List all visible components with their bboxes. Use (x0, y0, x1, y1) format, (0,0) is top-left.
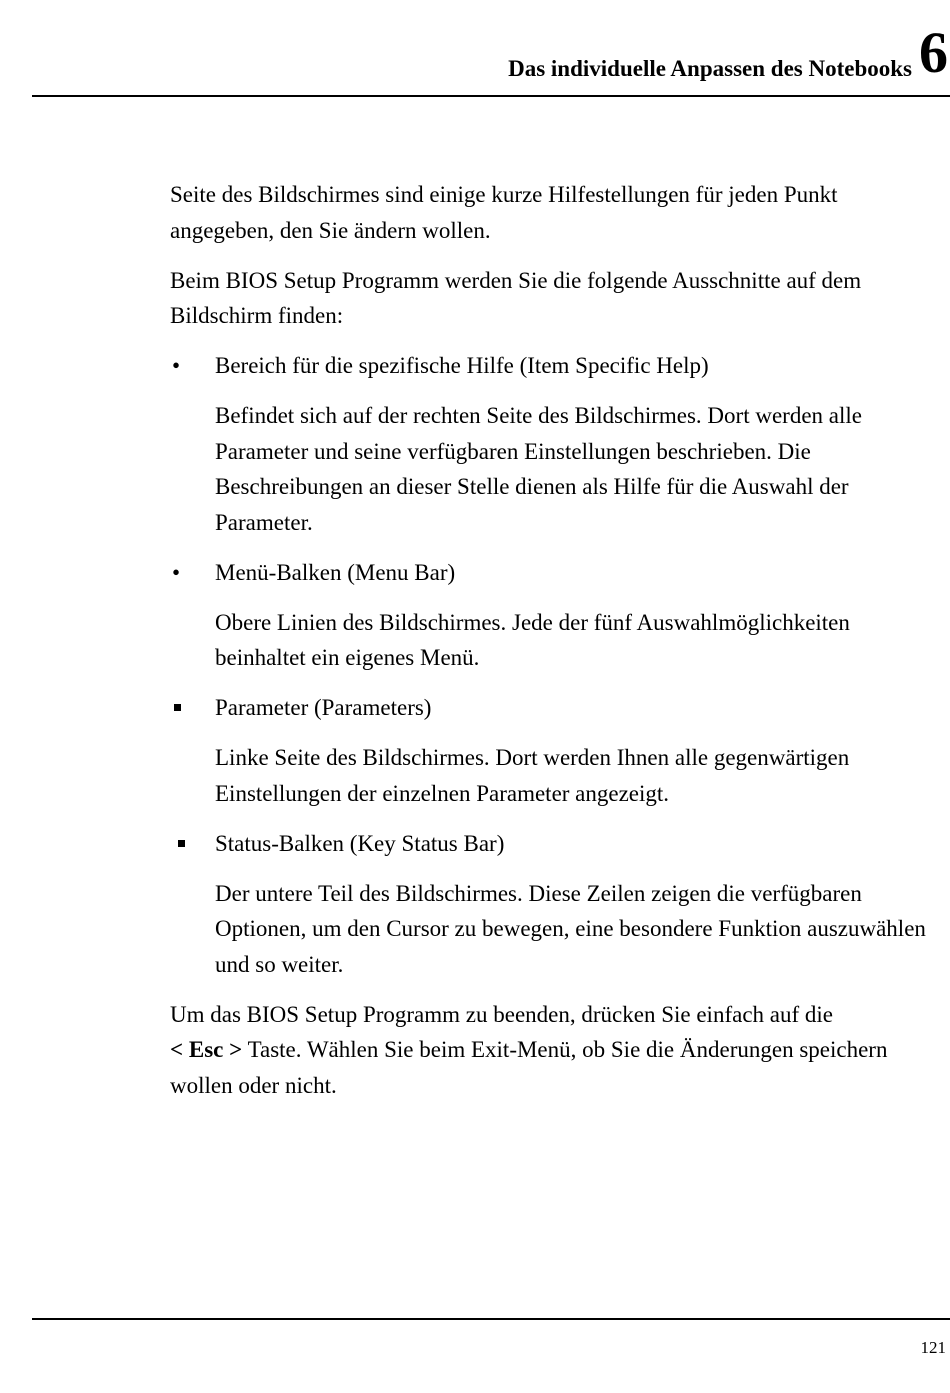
running-header-title: Das individuelle Anpassen des Notebooks (508, 56, 912, 81)
list-item-title: Status-Balken (Key Status Bar) (215, 830, 505, 856)
list-item-title: Parameter (Parameters) (215, 695, 432, 720)
esc-key-label: < Esc > (170, 1037, 243, 1062)
exit-text-after: Taste. Wählen Sie beim Exit-Menü, ob Sie die Änderungen speichern wollen oder nicht. (170, 1037, 888, 1098)
bullet-square-icon (178, 840, 185, 847)
paragraph-sections-intro: Beim BIOS Setup Programm werden Sie die folgende Ausschnitte auf dem Bildschirm finden: (170, 267, 862, 328)
list-item-menu-bar (170, 555, 930, 591)
bullet-dot-icon: • (172, 353, 181, 378)
page-number: 121 (920, 1338, 946, 1357)
exit-text-before: Um das BIOS Setup Programm zu beenden, drücken Sie einfach auf die (170, 1001, 833, 1027)
page-body (170, 177, 930, 1118)
list-item-description: Linke Seite des Bildschirmes. Dort werden Ihnen alle gegenwärtigen Einstellungen der einzelnen Parameter angezeigt. (215, 745, 850, 806)
list-item-title: Bereich für die spezifische Hilfe (Item Specific Help) (215, 353, 709, 378)
list-item-status-bar (170, 826, 930, 862)
list-item-title: Menü-Balken (Menu Bar) (215, 559, 456, 585)
list-item-description: Der untere Teil des Bildschirmes. Diese Zeilen zeigen die verfügbaren Optionen, um den Cursor zu bewegen, eine besondere Funktion auszuwählen und so weiter. (215, 880, 926, 977)
list-item-description: Befindet sich auf der rechten Seite des Bildschirmes. Dort werden alle Parameter und seine verfügbaren Einstellungen beschrieben. Die Beschreibungen an dieser Stelle dienen als Hilfe für die Auswahl der Parameter. (215, 403, 862, 535)
footer-rule (32, 1318, 950, 1320)
list-item-description: Obere Linien des Bildschirmes. Jede der fünf Auswahlmöglichkeiten beinhaltet ein eigenes Menü. (215, 609, 850, 670)
bullet-square-icon (174, 704, 181, 711)
paragraph-exit-instructions (170, 997, 930, 1104)
paragraph-intro: Seite des Bildschirmes sind einige kurze Hilfestellungen für jeden Punkt angegeben, den Sie ändern wollen. (170, 182, 838, 243)
bullet-dot-icon: • (172, 559, 181, 585)
header-rule (32, 95, 950, 97)
list-item-parameters (170, 690, 930, 726)
list-item-help-area (170, 348, 930, 384)
chapter-number: 6 (919, 20, 948, 85)
